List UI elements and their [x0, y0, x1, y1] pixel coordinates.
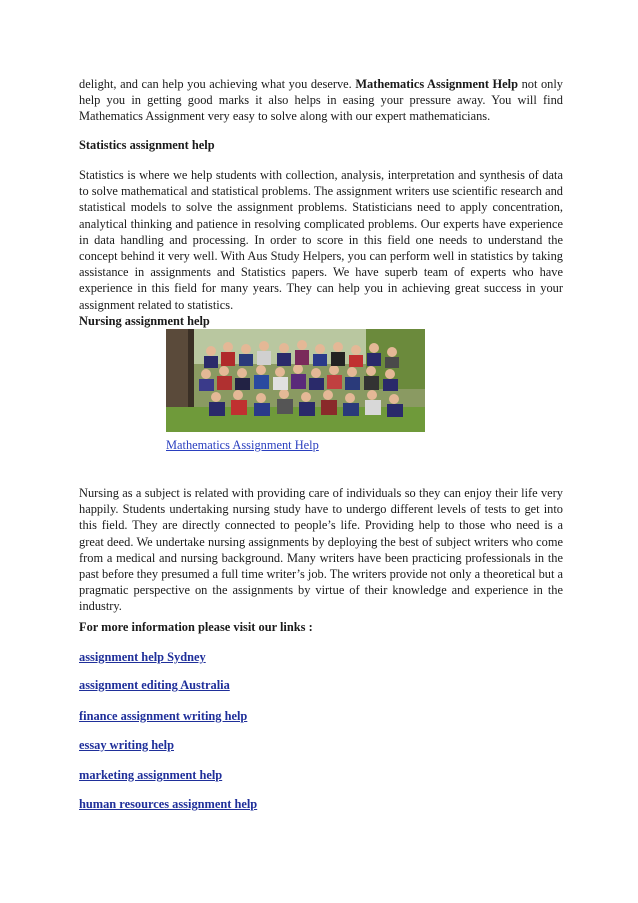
statistics-body: Statistics is where we help students with collection, analysis, interpretation and synthesis of data to solve mathematical and statistical problems. The assignment writers use scientific research and statistical models to solve the assignment problems. Statisticians need to apply concentration, analytical thinking and patience in resolving complicated problems. Our experts have experience in data handling and processing. In order to score in this field one needs to understand the concept behind it very well. With Aus Study Helpers, you can perform well in statistics by taking assistance in assignments and Statistics papers. We have superb team of experts who have experience in this field for many years. They can help you in achieving great success in your assignment related to statistics. [79, 168, 563, 312]
students-group-photo [166, 329, 425, 432]
nursing-body: Nursing as a subject is related with providing care of individuals so they can enjoy their life very happily. Students undertaking nursing study have to undergo different levels of tests to get into this field. They are directly connected to people’s life. Providing help to those who need is a great deed. We undertake nursing assignments by deploying the best of subject writers who come from a medical and nursing background. Many writers have been practicing professionals in the past before they presumed a full time writer’s job. The writers provide not only a theoretical but a pragmatic perspective on the assignments by virtue of their knowledge and experience in the industry. [79, 486, 564, 614]
nursing-heading: Nursing assignment help [79, 314, 210, 328]
statistics-paragraph [79, 167, 563, 313]
intro-text-after: not only help you in getting good marks it also helps in easing your pressure away. You will find Mathematics Assignment very easy to solve along with our expert mathematicians. [79, 77, 563, 124]
links-heading: For more information please visit our links : [79, 620, 313, 634]
nursing-paragraph [79, 485, 563, 615]
link-assignment-help-sydney[interactable]: assignment help Sydney [79, 650, 206, 664]
intro-text-before: delight, and can help you achieving what you deserve. [79, 77, 356, 91]
link-essay-writing-help[interactable]: essay writing help [79, 738, 174, 752]
link-human-resources-assignment-help[interactable]: human resources assignment help [79, 797, 258, 811]
link-finance-assignment-writing-help[interactable]: finance assignment writing help [79, 709, 248, 723]
photo-caption-link[interactable]: Mathematics Assignment Help [166, 438, 319, 452]
link-marketing-assignment-help[interactable]: marketing assignment help [79, 768, 223, 782]
statistics-heading: Statistics assignment help [79, 138, 215, 152]
link-assignment-editing-australia[interactable]: assignment editing Australia [79, 678, 230, 692]
intro-paragraph [79, 76, 563, 125]
intro-bold-phrase: Mathematics Assignment Help [355, 77, 519, 91]
